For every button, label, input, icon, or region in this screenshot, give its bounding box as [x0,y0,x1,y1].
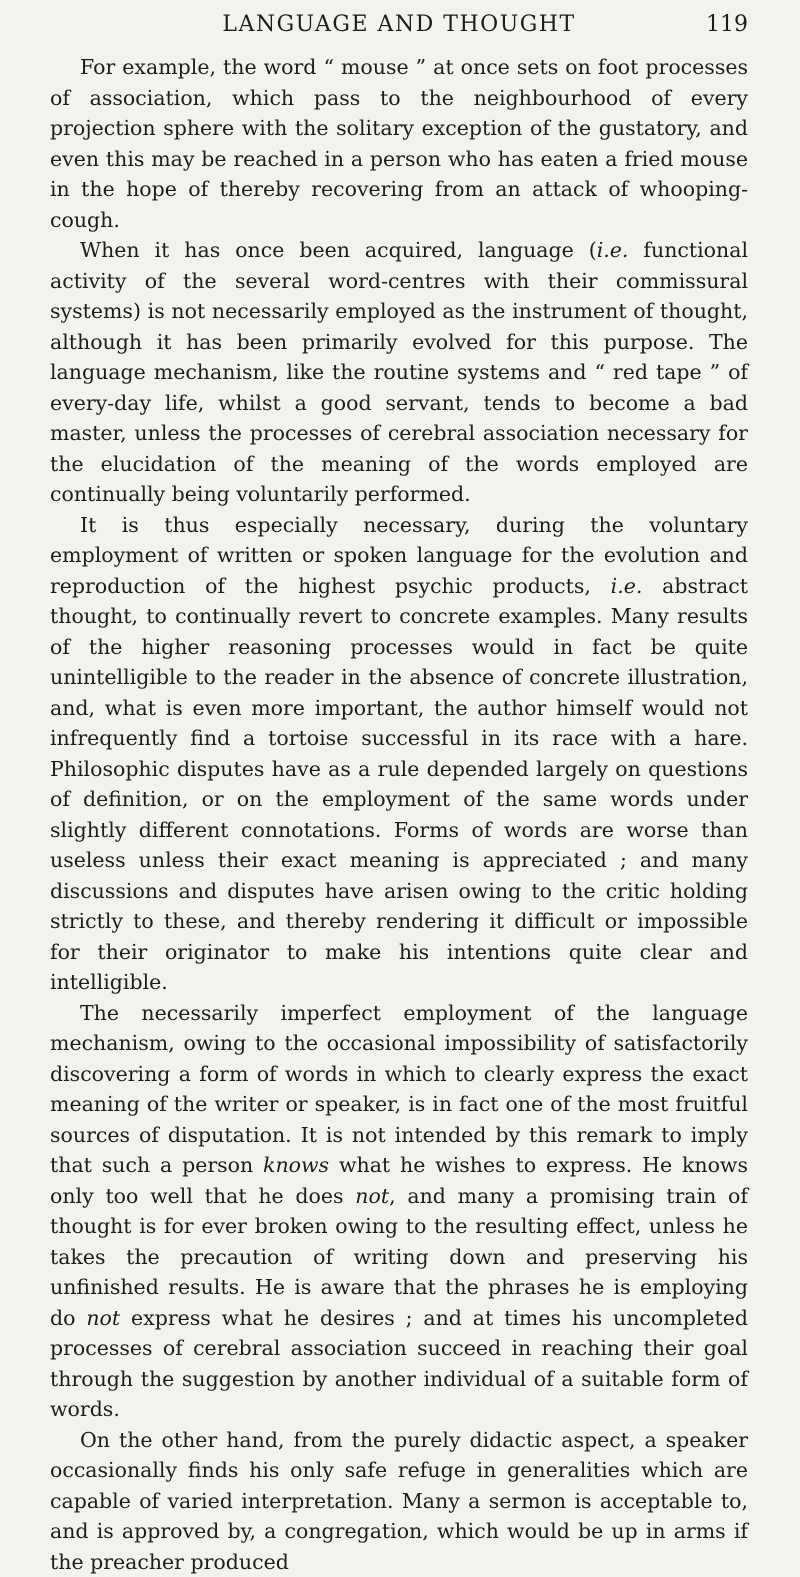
paragraph: It is thus especially necessary, during the voluntary employment of written or spoken language for the evolution and reproduction of the highest psychic products, i.e. abstract thought, to continually revert to concrete examples. Many results of the higher reasoning processes would in fact be quite unintelligible to the reader in the absence of concrete illustration, and, what is even more important, the author himself would not infrequently find a tortoise successful in its race with a hare. Philosophic disputes have as a rule depended largely on questions of definition, or on the employment of the same words under slightly different connotations. Forms of words are worse than useless unless their exact meaning is appreciated ; and many discussions and disputes have arisen owing to the critic holding strictly to these, and thereby rendering it difficult or impossible for their originator to make his intentions quite clear and intelligible. [50,510,748,998]
paragraph: On the other hand, from the purely didactic aspect, a speaker occasionally finds his only safe refuge in generalities which are capable of varied interpretation. Many a sermon is acceptable to, and is approved by, a congregation, which would be up in arms if the preacher produced [50,1425,748,1577]
paragraph: The necessarily imperfect employment of the language mechanism, owing to the occasional impossibility of satisfactorily discovering a form of words in which to clearly express the exact meaning of the writer or speaker, is in fact one of the most fruitful sources of disputation. It is not intended by this remark to imply that such a person knows what he wishes to express. He knows only too well that he does not, and many a promising train of thought is for ever broken owing to the resulting effect, unless he takes the precaution of writing down and preserving his unfinished results. He is aware that the phrases he is employing do not express what he desires ; and at times his uncompleted processes of cerebral association succeed in reaching their goal through the suggestion by another individual of a suitable form of words. [50,998,748,1425]
paragraph: For example, the word “ mouse ” at once sets on foot processes of association, which pass to the neighbourhood of every projection sphere with the solitary exception of the gustatory, and even this may be reached in a person who has eaten a fried mouse in the hope of thereby recovering from an attack of whooping-cough. [50,52,748,235]
body-text [50,52,748,1577]
italic-emphasis: knows [263,1153,329,1177]
italic-emphasis: not [86,1306,120,1330]
running-title: LANGUAGE AND THOUGHT [50,12,748,37]
italic-emphasis: not [355,1184,389,1208]
running-head [50,12,748,42]
italic-abbreviation: i.e. [611,574,643,598]
italic-abbreviation: i.e. [597,238,629,262]
page-number: 119 [706,12,748,37]
paragraph: When it has once been acquired, language (i.e. functional activity of the several word-centres with their commissural systems) is not necessarily employed as the instrument of thought, although it has been primarily evolved for this purpose. The language mechanism, like the routine systems and “ red tape ” of every-day life, whilst a good servant, tends to become a bad master, unless the processes of cerebral association necessary for the elucidation of the meaning of the words employed are continually being voluntarily performed. [50,235,748,510]
